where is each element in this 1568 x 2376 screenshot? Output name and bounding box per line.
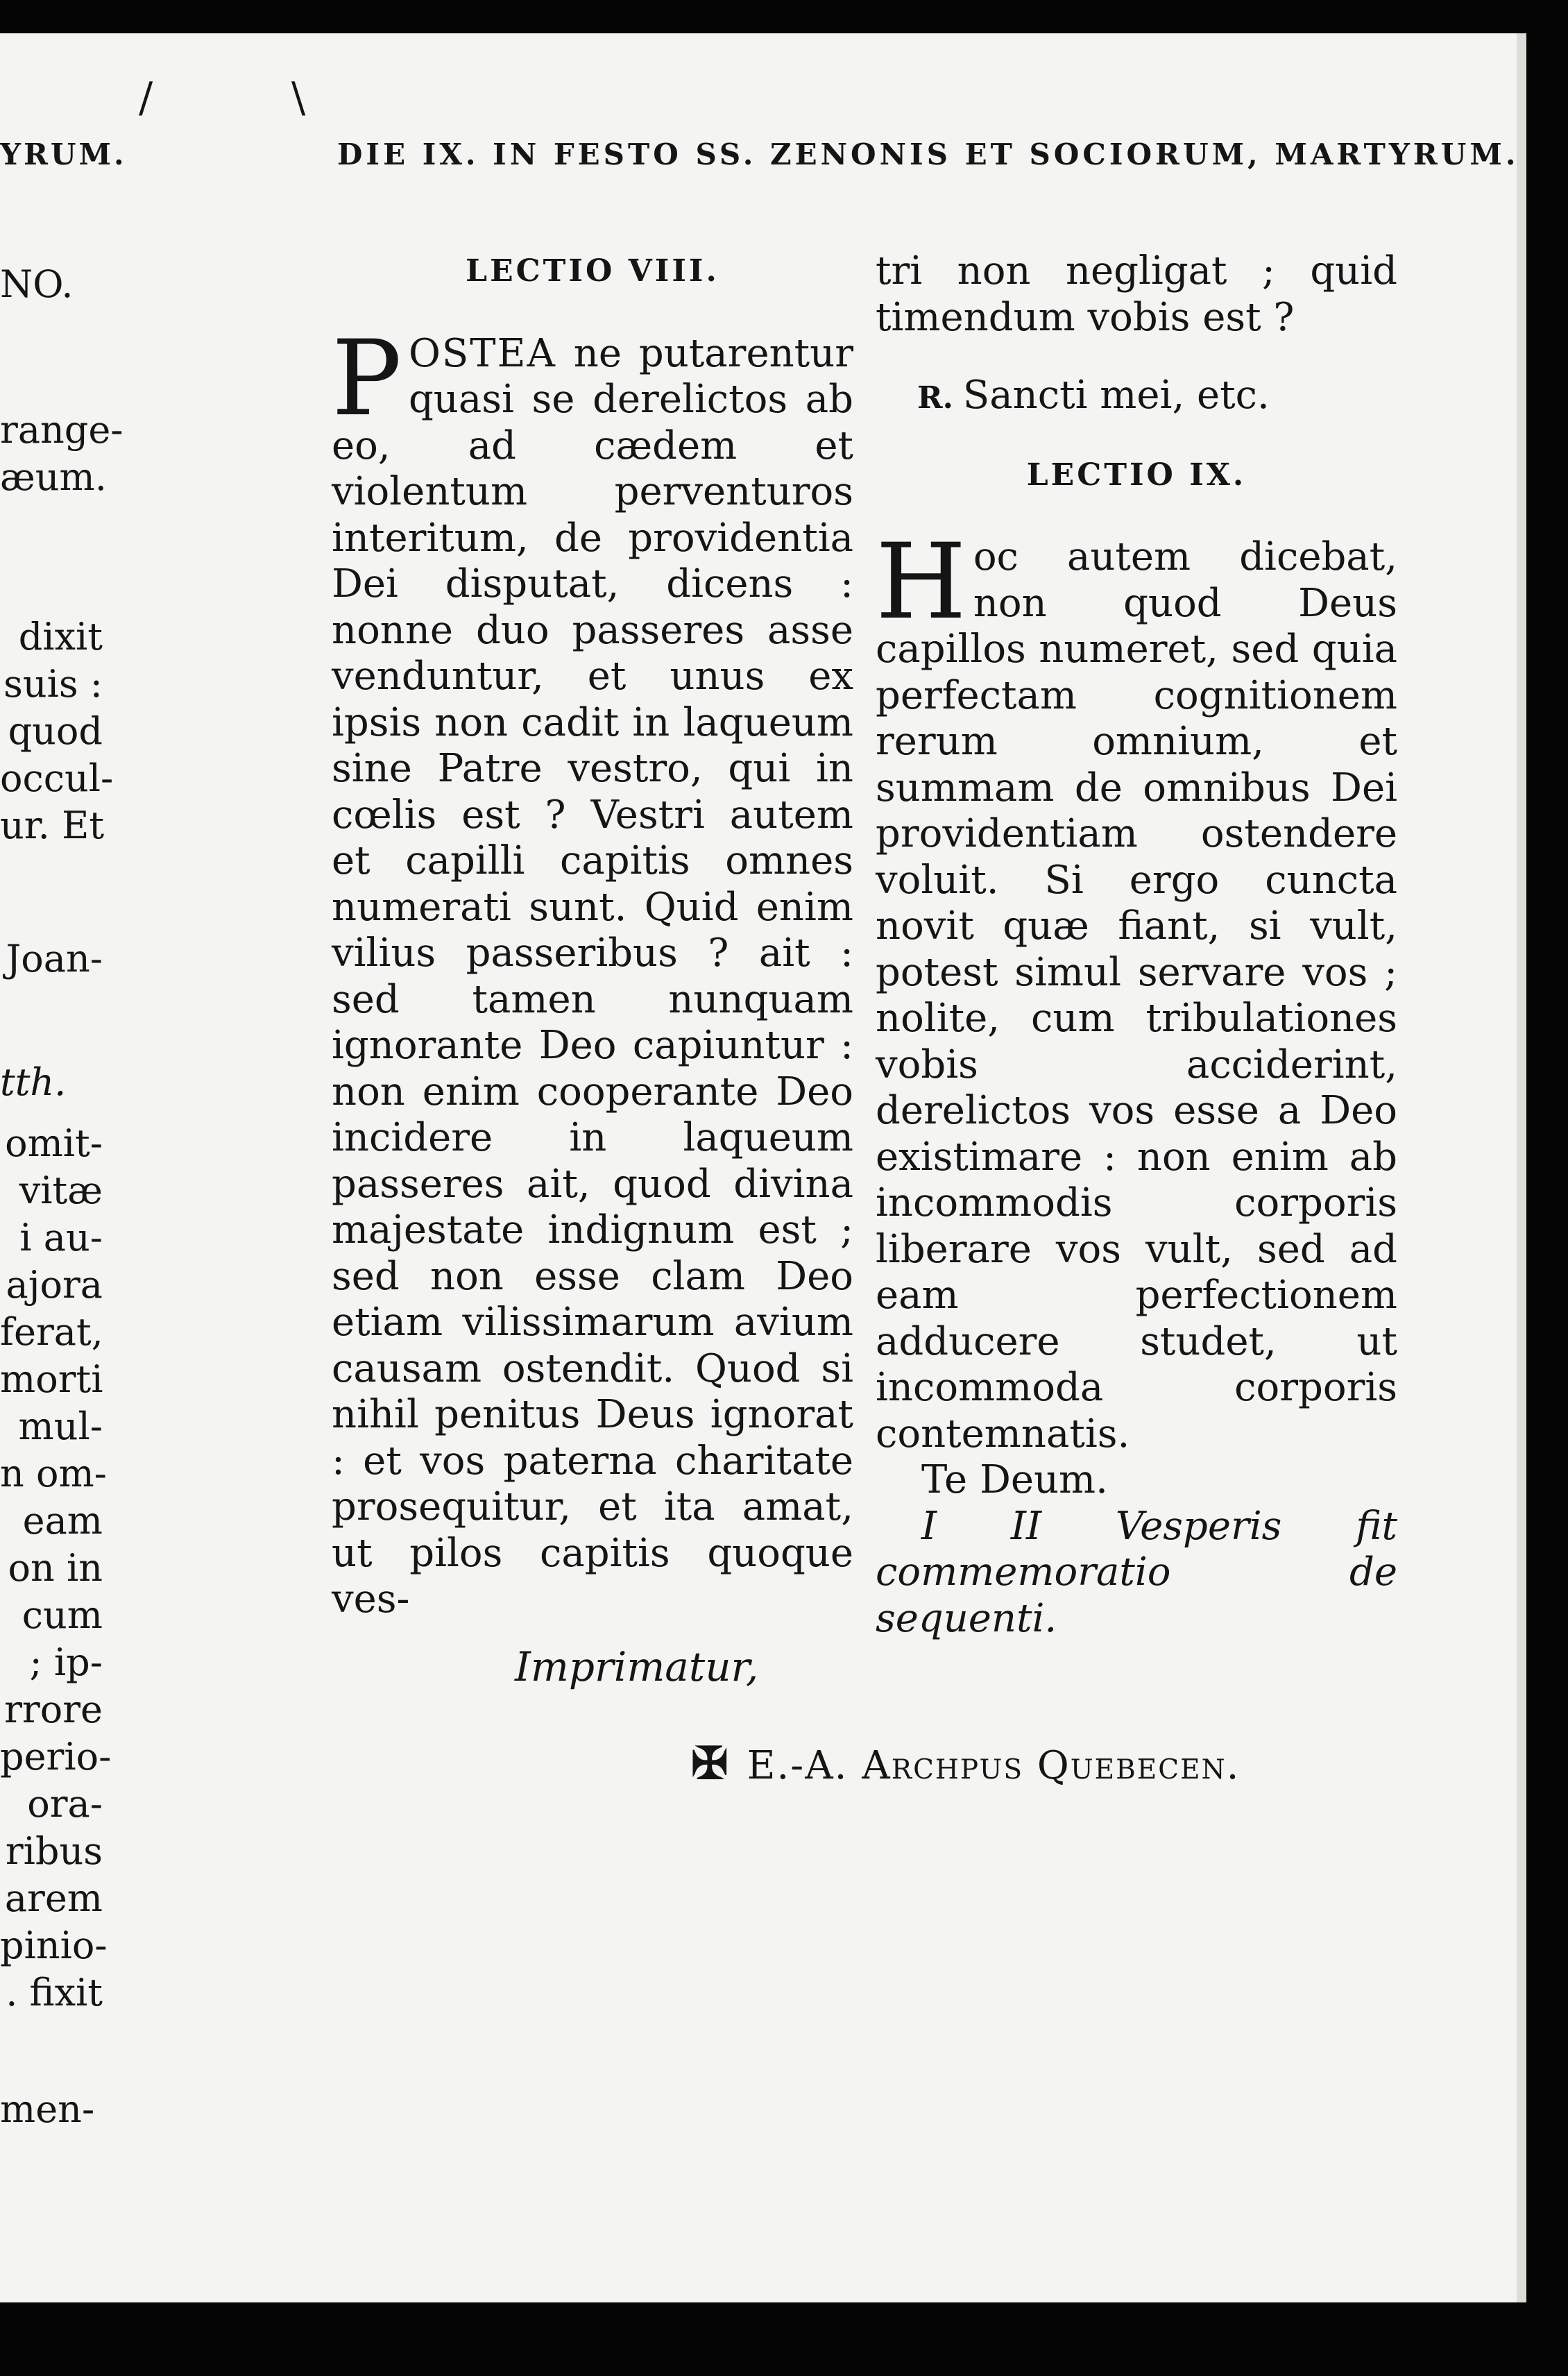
left-column-fragment: . fixit: [6, 1971, 103, 2014]
left-column-fragment: ora-: [27, 1782, 103, 1826]
left-column-fragment: vitæ: [19, 1169, 103, 1212]
left-column-fragment: cum: [22, 1593, 103, 1637]
responsory-text: Sancti mei, etc.: [962, 373, 1270, 418]
responsory: [917, 373, 1397, 422]
dropcap-h: H: [876, 522, 966, 643]
te-deum: Te Deum.: [921, 1457, 1108, 1502]
signature: [691, 1738, 1240, 1790]
lectio-viii-body: ne putarentur quasi se derelictos ab eo, ad cædem et violentum perventuros interitum, de providentia Dei disputat, dicens : nonne duo passeres asse venduntur, et unus ex ipsis non cadit in laqueum sine Patre vestro, qui in cœlis est ? Vestri autem et capilli capitis omnes numerati sunt. Quid enim vilius passeribus ? ait : sed tamen nunquam ignorante Deo capiuntur : non enim cooperante Deo incidere in laqueum passeres ait, quod divina majestate indignum est ; sed non esse clam Deo etiam vilissimarum avium causam ostendit. Quod si nihil penitus Deus ignorat : et vos paterna charitate prosequitur, et ita amat, ut pilos capitis quoque ves-: [332, 330, 853, 1622]
left-column-fragment: tth.: [0, 1060, 67, 1104]
pencil-mark: /: [139, 74, 153, 122]
lectio-viii-continuation: tri non negligat ; quid timendum vobis est ?: [876, 248, 1397, 340]
page-edge: [1517, 33, 1526, 2302]
left-column-fragment: ajora: [6, 1263, 103, 1307]
left-column-fragment: ferat,: [0, 1310, 103, 1354]
cross-icon: ✠: [691, 1738, 729, 1790]
responsory-label: R.: [917, 380, 953, 416]
left-column-fragment: omit-: [5, 1121, 103, 1165]
pencil-mark: \: [291, 74, 306, 122]
left-column-fragment: suis :: [3, 662, 103, 706]
signature-name: E.-A. Archpus Quebecen.: [747, 1743, 1241, 1788]
lectio-viii-title: LECTIO VIII.: [466, 253, 719, 289]
left-column-fragment: mul-: [18, 1405, 103, 1448]
running-header: DIE IX. IN FESTO SS. ZENONIS ET SOCIORUM, MARTYRUM.: [337, 137, 1519, 171]
left-column-fragment: æum.: [0, 455, 107, 499]
left-column-fragment: Joan-: [6, 937, 103, 981]
first-word: OSTEA: [408, 330, 556, 376]
book-page: [0, 33, 1526, 2302]
dropcap-p: P: [332, 318, 402, 439]
left-column-fragment: men-: [0, 2087, 95, 2131]
rubric: I II Vesperis fit commemoratio de sequenti.: [876, 1503, 1397, 1641]
left-column-fragment: occul-: [0, 756, 114, 800]
left-column-fragment: n om-: [0, 1452, 107, 1495]
left-column-fragment: eam: [22, 1499, 103, 1543]
left-column-fragment: ur. Et: [0, 804, 105, 847]
left-column-fragment: pinio-: [0, 1924, 108, 1967]
left-column-fragment: dixit: [18, 615, 103, 659]
left-column-fragment: on in: [8, 1546, 103, 1590]
left-column-fragment: i au-: [19, 1216, 103, 1259]
previous-page-header-fragment: YRUM.: [0, 137, 127, 171]
lectio-ix-title: LECTIO IX.: [1026, 457, 1247, 493]
left-column-fragment: ribus: [5, 1829, 103, 1873]
left-column-fragment: rrore: [4, 1688, 103, 1731]
left-column-fragment: morti: [0, 1357, 103, 1401]
lectio-ix-text: [876, 522, 1397, 1457]
right-column: [876, 248, 1397, 1642]
left-column-fragment: arem: [4, 1876, 103, 1920]
left-column-fragment: range-: [0, 408, 123, 452]
middle-column: [332, 248, 853, 1623]
left-column-fragment: quod: [8, 709, 103, 753]
lectio-viii-text: [332, 318, 853, 1623]
left-column-fragment: NO.: [0, 262, 74, 306]
left-column-fragment: perio-: [0, 1735, 112, 1779]
left-column-fragment: ; ip-: [29, 1640, 103, 1684]
lectio-ix-body: oc autem dicebat, non quod Deus capillos numeret, sed quia perfectam cognitionem rerum omnium, et summam de omnibus Dei providentiam ostendere voluit. Si ergo cuncta novit quæ fiant, si vult, potest simul servare vos ; nolite, cum tribulationes vobis acciderint, derelictos vos esse a Deo existimare : non enim ab incommodis corporis liberare vos vult, sed ad eam perfectionem adducere studet, ut incommoda corporis contemnatis.: [876, 534, 1397, 1457]
imprimatur: Imprimatur,: [515, 1643, 759, 1690]
